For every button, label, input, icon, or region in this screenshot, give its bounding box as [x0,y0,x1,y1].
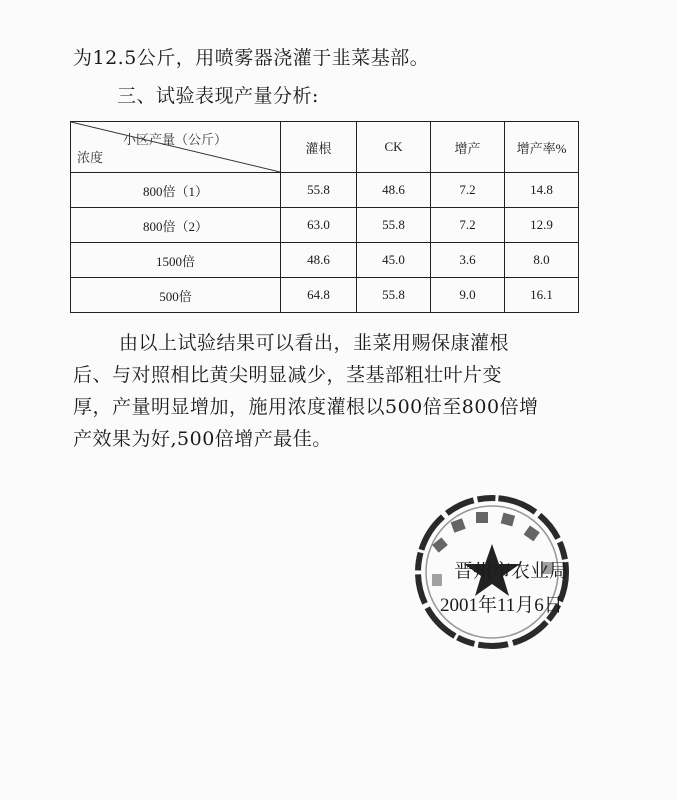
table-corner-cell [71,122,281,173]
intro-line: 为12.5公斤，用喷雾器浇灌于韭菜基部。 [73,47,430,69]
header-increase-rate: 增产率% [505,122,579,173]
table-cell: 48.6 [281,243,357,278]
signature-organization: 晋州市农业局 [454,560,569,582]
conclusion-line: 厚，产量明显增加，施用浓度灌根以500倍至800倍增 [73,396,539,418]
table-row [71,243,579,278]
conclusion-paragraph [73,327,583,455]
header-increase: 增产 [431,122,505,173]
table-cell: 14.8 [505,173,579,208]
table-cell: 7.2 [431,173,505,208]
table-cell: 7.2 [431,208,505,243]
header-root-irrigation: 灌根 [281,122,357,173]
table-cell: 64.8 [281,278,357,313]
table-cell: 48.6 [357,173,431,208]
row-label: 800倍（2） [71,208,281,243]
table-header-row [71,122,579,173]
table-cell: 16.1 [505,278,579,313]
section-heading: 三、试验表现产量分析: [117,85,319,107]
table-cell: 55.8 [357,208,431,243]
table-cell: 45.0 [357,243,431,278]
table-row [71,173,579,208]
table-cell: 12.9 [505,208,579,243]
yield-table [70,121,579,313]
conclusion-line: 后、与对照相比黄尖明显减少，茎基部粗壮叶片变 [73,364,503,386]
table-cell: 55.8 [281,173,357,208]
table-cell: 3.6 [431,243,505,278]
header-ck: CK [357,122,431,173]
row-label: 800倍（1） [71,173,281,208]
table-cell: 55.8 [357,278,431,313]
signature-date: 2001年11月6日 [440,595,563,616]
corner-label-yield: 小区产量（公斤） [123,132,228,147]
table-cell: 63.0 [281,208,357,243]
conclusion-line: 产效果为好,500倍增产最佳。 [73,428,332,450]
corner-label-concentration: 浓度 [77,150,104,165]
row-label: 1500倍 [71,243,281,278]
table-row [71,208,579,243]
table-cell: 9.0 [431,278,505,313]
table-cell: 8.0 [505,243,579,278]
conclusion-line: 由以上试验结果可以看出，韭菜用赐保康灌根 [119,332,510,354]
table-row [71,278,579,313]
row-label: 500倍 [71,278,281,313]
